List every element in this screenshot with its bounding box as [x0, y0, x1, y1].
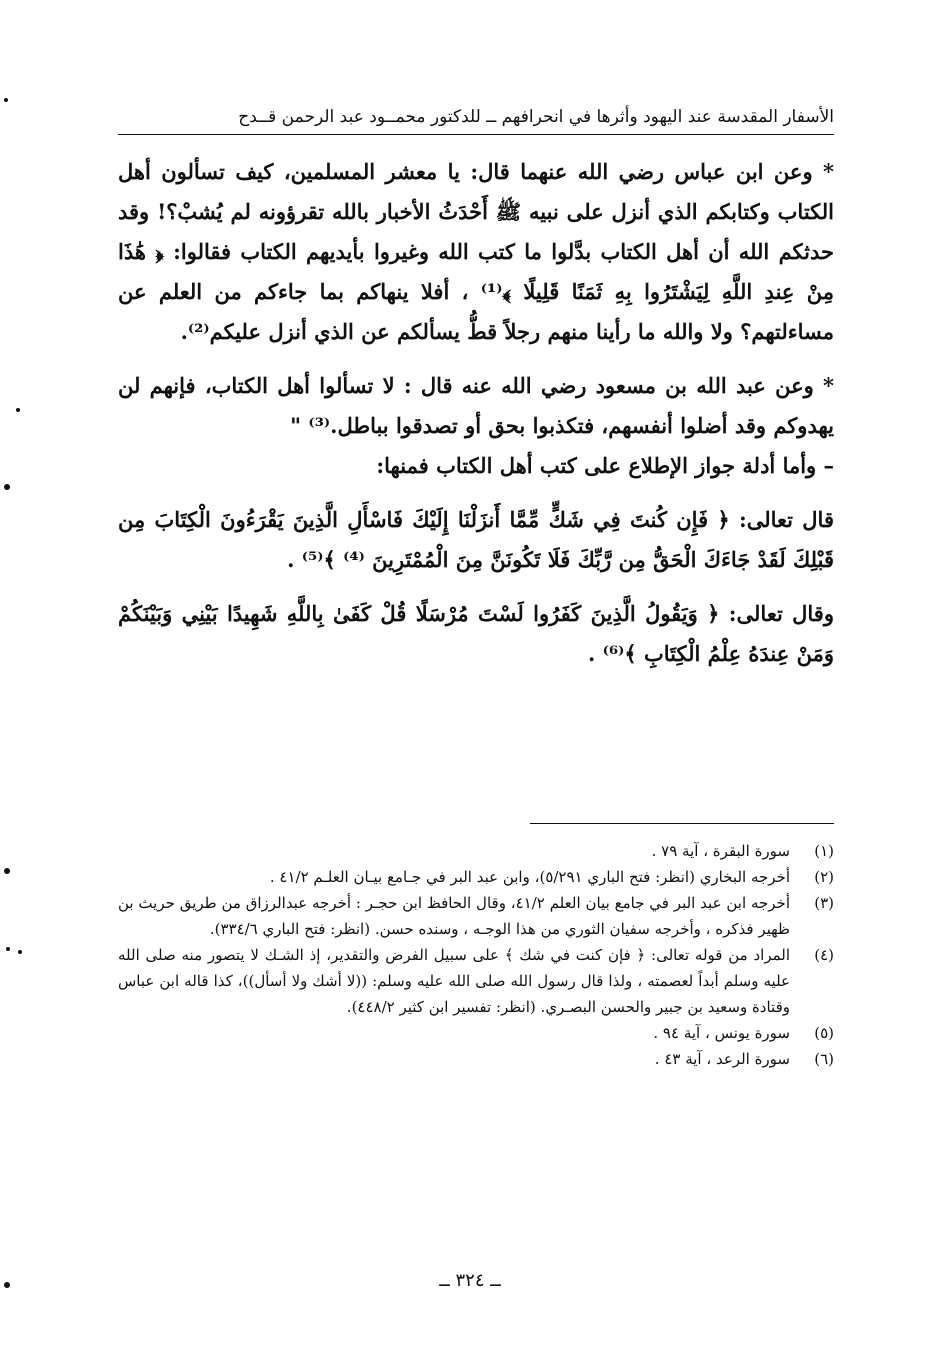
footnote-number: (٦) [814, 1050, 834, 1068]
footnote [118, 1046, 834, 1072]
footnote-number: (٥) [814, 1024, 834, 1042]
paragraph-ibn-masud: * وعن عبد الله بن مسعود رضي الله عنه قال : لا تسألوا أهل الكتاب، فإنهم لن يهدوكم وقد أضلوا أنفسهم، فتكذبوا بحق أو تصدقوا بباطل.⁽³⁾ " [118, 373, 834, 438]
footnote [118, 942, 834, 1020]
scan-speck [18, 950, 22, 954]
footnote-text: سورة البقرة ، آية ٧٩ . [651, 842, 790, 860]
scan-speck [4, 868, 10, 874]
scan-speck [16, 408, 20, 412]
footnote-number: (٢) [814, 868, 834, 886]
footnote-text: أخرجه ابن عبد البر في جامع بيان العلم ٤١/٢، وقال الحافظ ابن حجـر : أخرجه عبدالرزاق من طريق حريث بن ظهير فذكره ، وأخرجه سفيان الثوري من هذا الوجـه ، وسنده حسن. (انظر: فتح الباري ٣٣٤/٦). [118, 894, 790, 938]
running-header: الأسفار المقدسة عند اليهود وأثرها في انحرافهم ــ للدكتور محمــود عبد الرحمن قــدح [238, 107, 834, 127]
footnote-number: (٣) [814, 894, 834, 912]
footnotes [118, 838, 834, 1072]
scan-speck [4, 98, 8, 102]
footnote [118, 1020, 834, 1046]
footnote-text: المراد من قوله تعالى: ﴿ فإن كنت في شك ﴾ على سبيل الفرض والتقدير، إذ الشـك لا يتصور منه صلى الله عليه وسلم أبداً لعصمته ، ولذا قال رسول الله صلى الله عليه وسلم: ((لا أشك ولا أسأل))، كذا قاله ابن عباس وقتادة وسعيد بن جبير والحسن البصـري. (انظر: تفسير ابن كثير ٤٤٨/٢). [118, 946, 790, 1016]
scan-speck [4, 484, 10, 490]
footnote-text: سورة الرعد ، آية ٤٣ . [654, 1050, 790, 1068]
footnote-number: (٤) [814, 946, 834, 964]
footnote [118, 838, 834, 864]
paragraph-verse-yunus: قال تعالى: ﴿ فَإِن كُنتَ فِي شَكٍّ مِّمَّا أَنزَلْنَا إِلَيْكَ فَاسْأَلِ الَّذِينَ يَقْرَءُونَ الْكِتَابَ مِن قَبْلِكَ لَقَدْ جَاءَكَ الْحَقُّ مِن رَّبِّكَ فَلَا تَكُونَنَّ مِنَ الْمُمْتَرِينَ ⁽⁴⁾ ﴾⁽⁵⁾ . [118, 507, 834, 572]
footnote [118, 864, 834, 890]
scan-speck [6, 947, 10, 951]
paragraph-verse-raad: وقال تعالى: ﴿ وَيَقُولُ الَّذِينَ كَفَرُوا لَسْتَ مُرْسَلًا قُلْ كَفَىٰ بِاللَّهِ شَهِيدًا بَيْنِي وَبَيْنَكُمْ وَمَنْ عِندَهُ عِلْمُ الْكِتَابِ ﴾⁽⁶⁾ . [118, 601, 834, 666]
main-text [118, 152, 834, 674]
footnote-separator [530, 823, 834, 824]
footnote-number: (١) [814, 842, 834, 860]
header-rule [118, 134, 834, 135]
paragraph-evidence-intro: – وأما أدلة جواز الإطلاع على كتب أهل الكتاب فمنها: [376, 453, 834, 478]
footnote-text: سورة يونس ، آية ٩٤ . [653, 1024, 790, 1042]
footnote [118, 890, 834, 942]
footnote-text: أخرجه البخاري (انظر: فتح الباري ٥/٢٩١)، وابن عبد البر في جـامع بيـان العلـم ٤١/٢ . [269, 868, 790, 886]
scan-speck [4, 1282, 10, 1288]
page-number: ــ ٣٢٤ ــ [439, 1270, 501, 1291]
paragraph-ibn-abbas: * وعن ابن عباس رضي الله عنهما قال: يا معشر المسلمين، كيف تسألون أهل الكتاب وكتابكم الذي أنزل على نبيه ﷺ أَحْدَثُ الأخبار بالله تقرؤونه لم يُشبْ؟! وقد حدثكم الله أن أهل الكتاب بدَّلوا ما كتب الله وغيروا بأيديهم الكتاب فقالوا: ﴿ هَٰذَا مِنْ عِندِ اللَّهِ لِيَشْتَرُوا بِهِ ثَمَنًا قَلِيلًا ﴾⁽¹⁾ ، أفلا ينهاكم بما جاءكم من العلم عن مساءلتهم؟ ولا والله ما رأينا منهم رجلاً قطُّ يسألكم عن الذي أنزل عليكم⁽²⁾. [118, 159, 835, 344]
